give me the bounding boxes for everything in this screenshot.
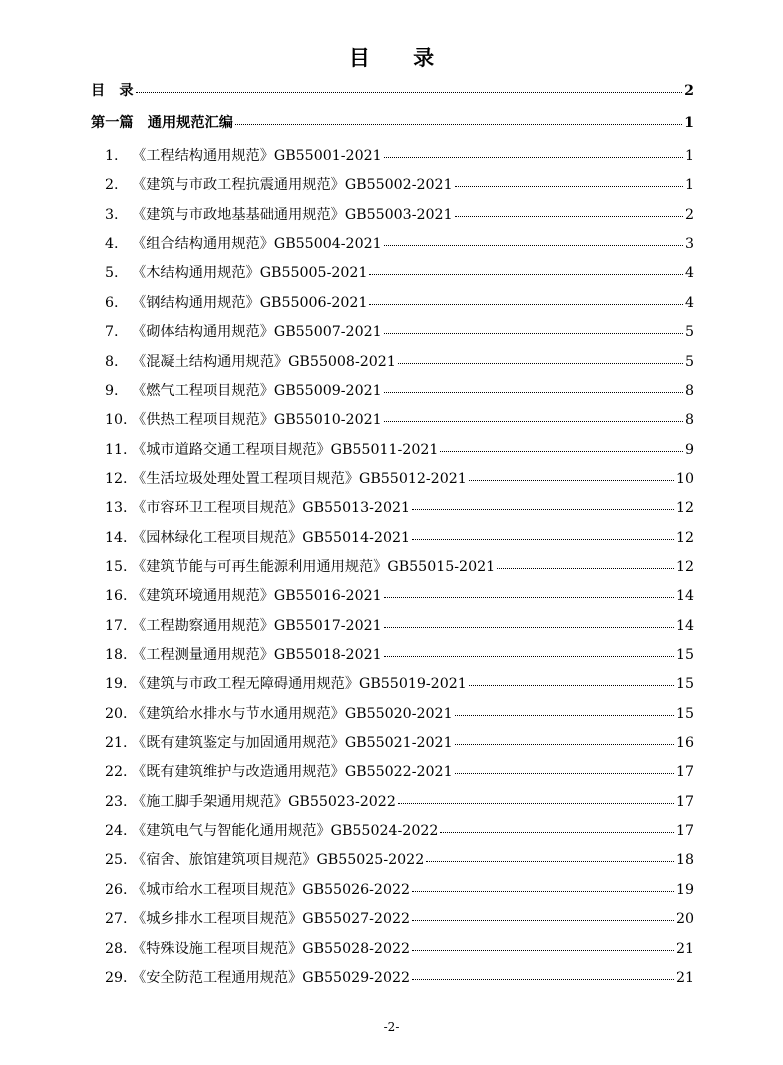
toc-entry-number: 10. bbox=[105, 412, 128, 429]
toc-entry-number: 13. bbox=[105, 500, 128, 517]
toc-entry-number: 23. bbox=[105, 793, 128, 810]
toc-entry-label: 《燃气工程项目规范》GB55009-2021 bbox=[132, 382, 382, 399]
toc-entry-number: 3. bbox=[105, 206, 119, 223]
toc-entry-label: 《生活垃圾处理处置工程项目规范》GB55012-2021 bbox=[132, 470, 467, 487]
toc-entry-page: 17 bbox=[675, 823, 694, 840]
dot-leader bbox=[384, 244, 683, 246]
toc-entry-label: 《安全防范工程通用规范》GB55029-2022 bbox=[132, 969, 411, 986]
toc-entry[interactable] bbox=[105, 145, 694, 167]
toc-entry-page: 5 bbox=[684, 353, 694, 370]
toc-entry-page: 4 bbox=[684, 265, 694, 282]
toc-entry-number: 12. bbox=[105, 470, 128, 487]
toc-entry[interactable] bbox=[105, 967, 694, 989]
toc-entry-number: 27. bbox=[105, 911, 128, 928]
toc-entry-page: 19 bbox=[675, 881, 694, 898]
dot-leader bbox=[440, 831, 674, 833]
dot-leader bbox=[412, 949, 674, 951]
toc-entry[interactable] bbox=[105, 938, 694, 960]
dot-leader bbox=[384, 420, 683, 422]
toc-entry-label: 《工程结构通用规范》GB55001-2021 bbox=[132, 148, 382, 164]
toc-entry[interactable] bbox=[105, 380, 694, 402]
dot-leader bbox=[398, 362, 683, 364]
toc-entry-label: 《城市给水工程项目规范》GB55026-2022 bbox=[132, 881, 411, 898]
toc-entry-label: 《工程勘察通用规范》GB55017-2021 bbox=[132, 617, 382, 634]
dot-leader bbox=[384, 156, 683, 158]
toc-entry-page: 15 bbox=[675, 705, 694, 722]
toc-entry-label: 《砌体结构通用规范》GB55007-2021 bbox=[132, 324, 382, 341]
toc-entry-page: 2 bbox=[684, 83, 694, 99]
dot-leader bbox=[412, 890, 674, 892]
toc-entry-number: 19. bbox=[105, 676, 128, 693]
toc-entry-label: 《既有建筑维护与改造通用规范》GB55022-2021 bbox=[132, 764, 453, 781]
toc-entry[interactable] bbox=[105, 732, 694, 754]
toc-entry-page: 8 bbox=[684, 382, 694, 399]
dot-leader bbox=[235, 123, 682, 125]
toc-entry-page: 12 bbox=[675, 529, 694, 546]
toc-entry-number: 25. bbox=[105, 852, 128, 869]
toc-entry[interactable] bbox=[105, 409, 694, 431]
toc-entry-label: 《施工脚手架通用规范》GB55023-2022 bbox=[132, 793, 396, 810]
toc-entry-number: 17. bbox=[105, 617, 128, 634]
dot-leader bbox=[384, 596, 674, 598]
toc-entry-page: 2 bbox=[684, 206, 694, 223]
toc-entry-number: 5. bbox=[105, 265, 119, 282]
toc-entry-number: 15. bbox=[105, 558, 128, 575]
toc-entry-label: 《建筑节能与可再生能源利用通用规范》GB55015-2021 bbox=[132, 558, 496, 575]
toc-entry-number: 20. bbox=[105, 705, 128, 722]
toc-entry[interactable] bbox=[105, 849, 694, 871]
toc-entry-label: 《市容环卫工程项目规范》GB55013-2021 bbox=[132, 500, 411, 517]
dot-leader bbox=[455, 772, 674, 774]
toc-entry-number: 9. bbox=[105, 382, 119, 399]
toc-entry-number: 29. bbox=[105, 969, 128, 986]
dot-leader bbox=[455, 714, 674, 716]
toc-entry[interactable] bbox=[105, 556, 694, 578]
toc-entry-label: 《建筑给水排水与节水通用规范》GB55020-2021 bbox=[132, 705, 453, 722]
toc-entry-page: 4 bbox=[684, 294, 694, 311]
dot-leader bbox=[469, 684, 674, 686]
dot-leader bbox=[384, 655, 674, 657]
page-title: 目 录 bbox=[348, 45, 453, 70]
toc-entry-number: 1. bbox=[105, 148, 119, 164]
toc-entry-label: 《城乡排水工程项目规范》GB55027-2022 bbox=[132, 911, 411, 928]
toc-entry-page: 17 bbox=[675, 764, 694, 781]
toc-entry-label: 《建筑与市政工程抗震通用规范》GB55002-2021 bbox=[132, 177, 453, 194]
toc-entry[interactable] bbox=[105, 644, 694, 666]
toc-entry-page: 5 bbox=[684, 324, 694, 341]
toc-entry-page: 8 bbox=[684, 412, 694, 429]
dot-leader bbox=[412, 508, 674, 510]
toc-entry[interactable] bbox=[105, 439, 694, 461]
toc-entry[interactable] bbox=[105, 703, 694, 725]
toc-entry-number: 21. bbox=[105, 735, 128, 751]
toc-entry[interactable] bbox=[105, 292, 694, 314]
toc-entry-label: 《既有建筑鉴定与加固通用规范》GB55021-2021 bbox=[132, 735, 453, 751]
dot-leader bbox=[412, 978, 674, 980]
toc-entry[interactable] bbox=[105, 233, 694, 255]
toc-entry-label: 《木结构通用规范》GB55005-2021 bbox=[132, 265, 368, 282]
toc-entry-label: 第一篇 通用规范汇编 bbox=[91, 115, 233, 131]
toc-entry[interactable] bbox=[105, 615, 694, 637]
toc-entry[interactable] bbox=[105, 262, 694, 284]
toc-entry[interactable] bbox=[105, 321, 694, 343]
toc-entry-page: 1 bbox=[684, 148, 694, 164]
toc-entry-page: 1 bbox=[684, 177, 694, 194]
toc-entry-page: 18 bbox=[675, 852, 694, 869]
toc-entry-number: 6. bbox=[105, 294, 119, 311]
toc-entry[interactable] bbox=[105, 908, 694, 930]
dot-leader bbox=[455, 185, 683, 187]
toc-entry-number: 4. bbox=[105, 236, 119, 253]
toc-entry-label: 《混凝土结构通用规范》GB55008-2021 bbox=[132, 353, 396, 370]
toc-entry-label: 《宿舍、旅馆建筑项目规范》GB55025-2022 bbox=[132, 852, 425, 869]
toc-entry-number: 28. bbox=[105, 940, 128, 957]
toc-entry-label: 《特殊设施工程项目规范》GB55028-2022 bbox=[132, 940, 411, 957]
dot-leader bbox=[369, 303, 682, 305]
toc-entry[interactable] bbox=[105, 761, 694, 783]
dot-leader bbox=[440, 450, 683, 452]
toc-entry-page: 3 bbox=[684, 236, 694, 253]
dot-leader bbox=[412, 919, 674, 921]
dot-leader bbox=[384, 391, 683, 393]
dot-leader bbox=[412, 538, 674, 540]
toc-entry-label: 《城市道路交通工程项目规范》GB55011-2021 bbox=[132, 441, 439, 458]
toc-entry-number: 22. bbox=[105, 764, 128, 781]
toc-entry-number: 24. bbox=[105, 823, 128, 840]
toc-entry-label: 《钢结构通用规范》GB55006-2021 bbox=[132, 294, 368, 311]
dot-leader bbox=[469, 479, 674, 481]
toc-entry-page: 17 bbox=[675, 793, 694, 810]
toc-entry[interactable] bbox=[105, 204, 694, 226]
toc-entry-label: 《供热工程项目规范》GB55010-2021 bbox=[132, 412, 382, 429]
toc-entry-label: 《建筑与市政地基基础通用规范》GB55003-2021 bbox=[132, 206, 453, 223]
toc-entry-page: 14 bbox=[675, 617, 694, 634]
toc-entry[interactable] bbox=[105, 351, 694, 373]
toc-entry-label: 《建筑电气与智能化通用规范》GB55024-2022 bbox=[132, 823, 439, 840]
toc-entry-page: 21 bbox=[675, 940, 694, 957]
toc-entry-number: 18. bbox=[105, 647, 128, 663]
toc-entry[interactable] bbox=[105, 673, 694, 695]
toc-entry[interactable] bbox=[105, 791, 694, 813]
dot-leader bbox=[384, 626, 674, 628]
dot-leader bbox=[136, 91, 683, 93]
toc-entry-number: 26. bbox=[105, 881, 128, 898]
toc-entry-part-one[interactable] bbox=[91, 112, 694, 134]
toc-entry[interactable] bbox=[105, 585, 694, 607]
dot-leader bbox=[455, 743, 674, 745]
toc-entry[interactable] bbox=[105, 820, 694, 842]
toc-entry-label: 《工程测量通用规范》GB55018-2021 bbox=[132, 647, 382, 663]
toc-entry-number: 8. bbox=[105, 353, 119, 370]
dot-leader bbox=[497, 567, 674, 569]
toc-entry-number: 7. bbox=[105, 324, 119, 341]
toc-entry-page: 10 bbox=[675, 470, 694, 487]
toc-entry-number: 14. bbox=[105, 529, 128, 546]
dot-leader bbox=[398, 802, 674, 804]
toc-entry[interactable] bbox=[105, 174, 694, 196]
toc-entry-label: 《园林绿化工程项目规范》GB55014-2021 bbox=[132, 529, 411, 546]
dot-leader bbox=[426, 860, 674, 862]
toc-entry[interactable] bbox=[105, 497, 694, 519]
toc-entry-page: 21 bbox=[675, 969, 694, 986]
toc-entry-page: 12 bbox=[675, 500, 694, 517]
toc-entry-page: 14 bbox=[675, 588, 694, 605]
toc-entry-page: 20 bbox=[675, 911, 694, 928]
toc-entry-page: 12 bbox=[675, 558, 694, 575]
toc-entry-number: 2. bbox=[105, 177, 119, 194]
toc-entry-page: 15 bbox=[675, 647, 694, 663]
dot-leader bbox=[384, 332, 683, 334]
dot-leader bbox=[455, 215, 683, 217]
toc-entry-page: 16 bbox=[675, 735, 694, 751]
toc-entry-contents[interactable] bbox=[91, 80, 694, 102]
toc-entry-page: 15 bbox=[675, 676, 694, 693]
toc-entry-number: 11. bbox=[105, 441, 128, 458]
toc-entry-label: 《组合结构通用规范》GB55004-2021 bbox=[132, 236, 382, 253]
toc-entry-number: 16. bbox=[105, 588, 128, 605]
toc-entry[interactable] bbox=[105, 879, 694, 901]
page-number-footer: -2- bbox=[383, 1020, 400, 1034]
dot-leader bbox=[369, 273, 682, 275]
toc-entry-page: 1 bbox=[684, 115, 694, 131]
toc-entry-label: 《建筑与市政工程无障碍通用规范》GB55019-2021 bbox=[132, 676, 467, 693]
toc-entry[interactable] bbox=[105, 527, 694, 549]
toc-entry-label: 《建筑环境通用规范》GB55016-2021 bbox=[132, 588, 382, 605]
toc-entry[interactable] bbox=[105, 468, 694, 490]
toc-entry-label: 目 录 bbox=[91, 83, 134, 99]
toc-entry-page: 9 bbox=[684, 441, 694, 458]
